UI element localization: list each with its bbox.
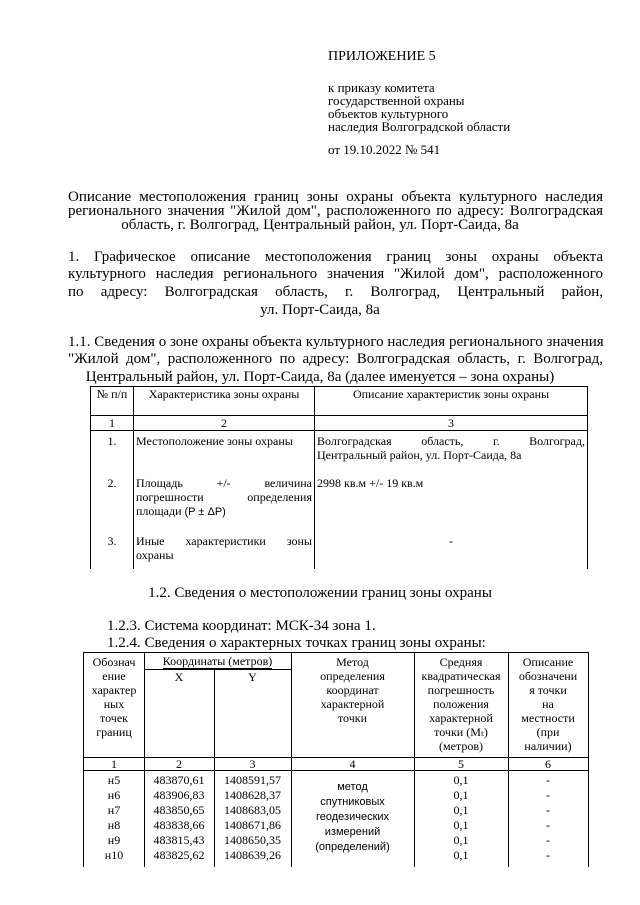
col-number: 3 [315, 416, 588, 431]
point-accuracy: 0,1 [453, 773, 469, 787]
point-y: 1408639,26 [224, 848, 281, 862]
section-1-text: по адресу: Волгоградская область, г. Волгоград, Центральный район, [68, 284, 603, 300]
col-header-number: № п/п [91, 387, 134, 416]
point-x: 483825,62 [153, 848, 205, 862]
table-row [91, 534, 588, 569]
point-id: н6 [107, 788, 121, 802]
col-number: 2 [134, 416, 315, 431]
char-line: Иные характеристики зоны [136, 533, 312, 548]
char-line: охраны [136, 547, 174, 562]
order-line: наследия Волгоградской области [328, 119, 511, 134]
col-number: 1 [111, 757, 117, 771]
section-1-text: 1. Графическое описание местоположения границ зоны охраны объекта [68, 249, 603, 265]
point-x: 483906,83 [153, 788, 205, 802]
point-y: 1408683,05 [224, 803, 281, 817]
section-1-text: ул. Порт-Саида, 8а [260, 302, 380, 318]
point-id: н5 [107, 773, 121, 787]
order-line: государственной охраны [328, 93, 465, 108]
area-formula: (P ± ΔP) [184, 505, 226, 518]
col-number: 1 [91, 416, 134, 431]
char-line: площади (P ± ΔP) [136, 503, 226, 518]
row-description: 2998 кв.м +/- 19 кв.м [315, 476, 588, 534]
desc-line: Волгоградская область, г. Волгоград, [317, 434, 585, 448]
table-row [84, 788, 588, 803]
table-row [84, 818, 588, 833]
col-header-method: Метод определения координат характерной точки [320, 655, 385, 725]
point-desc: - [546, 773, 550, 787]
col-header-characteristic: Характеристика зоны охраны [134, 387, 315, 416]
table-row [84, 833, 588, 848]
point-y: 1408628,37 [224, 788, 281, 802]
col-header-y: Y [248, 670, 257, 684]
table-row [91, 476, 588, 534]
table-row [91, 431, 588, 476]
point-accuracy: 0,1 [453, 803, 469, 817]
col-header-description: Описание характеристик зоны охраны [315, 387, 588, 416]
zone-table [90, 386, 588, 569]
point-accuracy: 0,1 [453, 818, 469, 832]
row-characteristic [134, 534, 315, 569]
section-1-1-text: Центральный район, ул. Порт-Саида, 8а (далее именуется – зона охраны) [85, 369, 555, 385]
row-number: 2. [91, 476, 134, 534]
col-number: 3 [249, 757, 256, 771]
method-text: метод спутниковых геодезических измерений (определений) [315, 781, 390, 853]
coordinate-system: 1.2.3. Система координат: МСК-34 зона 1. [107, 618, 376, 634]
point-x: 483850,65 [153, 803, 205, 817]
point-id: н8 [107, 818, 121, 832]
point-x: 483838,66 [153, 818, 205, 832]
point-desc: - [546, 818, 550, 832]
point-accuracy: 0,1 [453, 788, 469, 802]
col-number: 5 [458, 757, 464, 771]
col-header-x: X [174, 670, 184, 684]
points-table [83, 652, 589, 867]
col-header-coords: Координаты (метров) [162, 654, 273, 668]
appendix-title: ПРИЛОЖЕНИЕ 5 [328, 49, 436, 64]
point-x: 483870,61 [153, 773, 205, 787]
row-number: 1. [91, 431, 134, 476]
table-row [84, 848, 588, 863]
row-characteristic: Местоположение зоны охраны [134, 431, 315, 476]
col-number: 6 [545, 757, 551, 771]
point-id: н10 [104, 848, 124, 862]
point-x: 483815,43 [153, 833, 205, 847]
col-number: 4 [349, 757, 356, 771]
col-header-accuracy: Средняя квадратическая погрешность положения характерной точки (Mₜ) (метров) [421, 655, 501, 753]
char-line: погрешности определения [136, 489, 312, 504]
section-1-2-title: 1.2. Сведения о местоположении границ зоны охраны [148, 585, 492, 601]
section-1-text: культурного наследия регионального значения "Жилой дом", расположенного [68, 266, 603, 282]
point-desc: - [546, 788, 550, 802]
point-accuracy: 0,1 [453, 848, 469, 862]
row-characteristic [134, 476, 315, 534]
document-title: Описание местоположения границ зоны охраны объекта культурного наследия [68, 189, 603, 205]
col-header-point: Обознач ение характер ных точек границ [91, 655, 137, 739]
row-description [315, 431, 588, 476]
point-y: 1408591,57 [224, 773, 281, 787]
table-row [84, 773, 588, 788]
row-number: 3. [91, 534, 134, 569]
col-header-description: Описание обозначени я точки на местности (при наличии) [518, 655, 578, 753]
point-y: 1408671,86 [224, 818, 281, 832]
point-desc: - [546, 803, 550, 817]
point-y: 1408650,35 [224, 833, 281, 847]
col-number: 2 [176, 757, 182, 771]
point-desc: - [546, 848, 550, 862]
point-id: н9 [107, 833, 121, 847]
point-accuracy: 0,1 [453, 833, 469, 847]
order-line: к приказу комитета [328, 80, 435, 95]
order-date: от 19.10.2022 № 541 [328, 142, 441, 157]
point-desc: - [546, 833, 550, 847]
desc-line: Центральный район, ул. Порт-Саида, 8а [317, 448, 522, 462]
document-title: область, г. Волгоград, Центральный район, ул. Порт-Саида, 8а [121, 217, 519, 233]
char-line: Площадь +/- величина [136, 475, 312, 490]
section-1-2-4-title: 1.2.4. Сведения о характерных точках границ зоны охраны: [107, 635, 486, 651]
order-line: объектов культурного [328, 106, 449, 121]
point-id: н7 [107, 803, 121, 817]
points-rows [84, 773, 588, 863]
table-row [84, 803, 588, 818]
section-1-1-text: 1.1. Сведения о зоне охраны объекта культурного наследия регионального значения [68, 334, 604, 350]
document-title: регионального значения "Жилой дом", расположенного по адресу: Волгоградская [68, 203, 603, 219]
row-description: - [315, 534, 588, 569]
section-1-1-text: "Жилой дом", расположенного по адресу: Волгоградская область, г. Волгоград, [68, 351, 603, 367]
